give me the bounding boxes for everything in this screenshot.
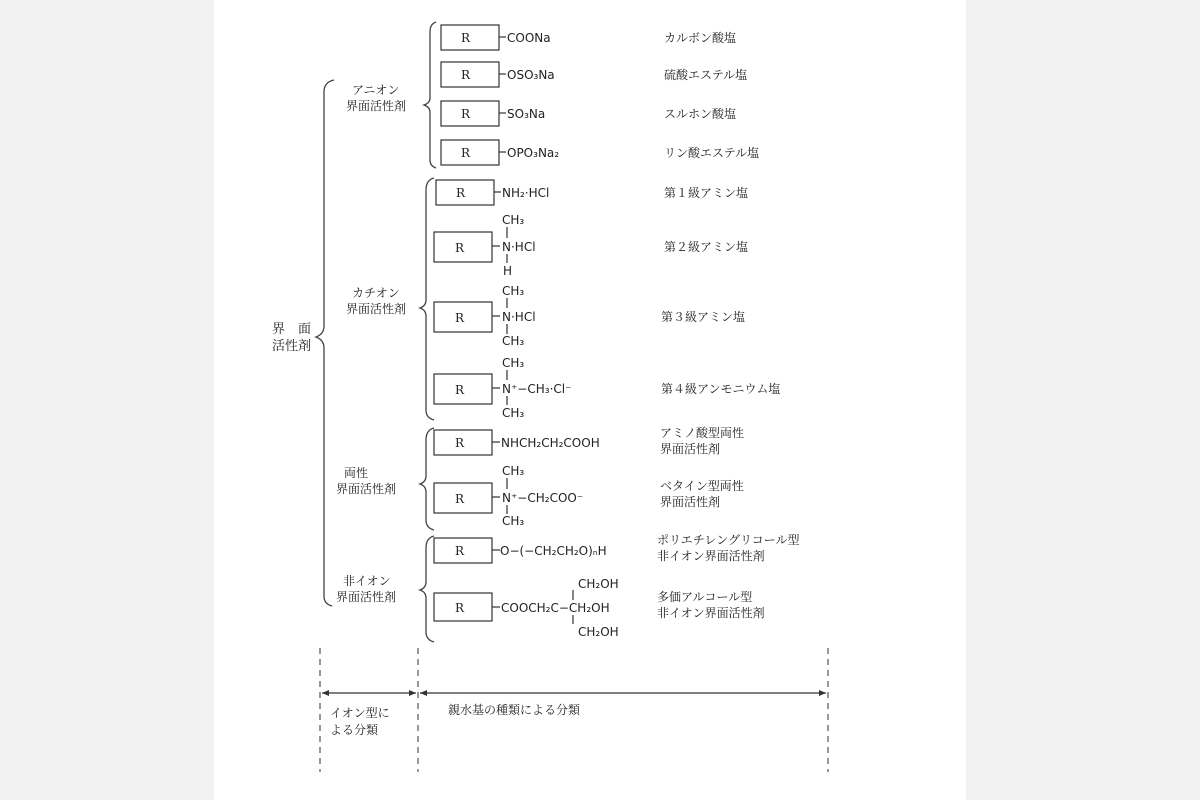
class-name: 第１級アミン塩 bbox=[664, 186, 749, 200]
class-name-line1: アミノ酸型両性 bbox=[660, 426, 745, 440]
r-label: R bbox=[461, 31, 471, 45]
substituent-below: CH₃ bbox=[502, 406, 525, 420]
r-label: R bbox=[455, 492, 465, 506]
group-amphoteric-line2: 界面活性剤 bbox=[336, 482, 397, 496]
formula: N⁺−CH₂COO⁻ bbox=[502, 491, 584, 505]
class-name: リン酸エステル塩 bbox=[664, 146, 760, 160]
class-name: スルホン酸塩 bbox=[664, 107, 737, 121]
group-nonion-line1: 非イオン bbox=[343, 574, 391, 588]
formula: OPO₃Na₂ bbox=[507, 146, 560, 160]
group-amphoteric-line1: 両性 bbox=[344, 466, 369, 480]
formula: NHCH₂CH₂COOH bbox=[501, 436, 600, 450]
formula: NH₂·HCl bbox=[502, 186, 550, 200]
footer-right: 親水基の種類による分類 bbox=[448, 703, 581, 717]
group-anion-line2: 界面活性剤 bbox=[346, 99, 407, 113]
formula: SO₃Na bbox=[507, 107, 546, 121]
formula: O−(−CH₂CH₂O)ₙH bbox=[500, 544, 607, 558]
main-category-line2: 活性剤 bbox=[272, 339, 312, 354]
r-label: R bbox=[455, 601, 465, 615]
r-label: R bbox=[455, 241, 465, 255]
group-cation-line1: カチオン bbox=[352, 286, 400, 300]
r-label: R bbox=[455, 544, 465, 558]
class-name-line1: ポリエチレングリコール型 bbox=[657, 533, 800, 547]
r-label: R bbox=[456, 186, 466, 200]
r-label: R bbox=[455, 436, 465, 450]
substituent-below: CH₃ bbox=[502, 334, 525, 348]
class-name-line2: 界面活性剤 bbox=[660, 442, 721, 456]
footer-left-line1: イオン型に bbox=[330, 706, 390, 720]
paper bbox=[214, 0, 966, 800]
class-name-line1: ベタイン型両性 bbox=[660, 479, 744, 493]
formula: N·HCl bbox=[502, 310, 536, 324]
substituent-above: CH₃ bbox=[502, 464, 525, 478]
group-cation-line2: 界面活性剤 bbox=[346, 302, 407, 316]
formula: N⁺−CH₃·Cl⁻ bbox=[502, 382, 572, 396]
r-label: R bbox=[455, 311, 465, 325]
substituent-above: CH₃ bbox=[502, 213, 525, 227]
formula: N·HCl bbox=[502, 240, 536, 254]
class-name-line1: 多価アルコール型 bbox=[657, 590, 753, 604]
r-label: R bbox=[455, 383, 465, 397]
substituent-below: CH₃ bbox=[502, 514, 525, 528]
substituent-below: H bbox=[503, 264, 513, 278]
group-anion-line1: アニオン bbox=[352, 83, 400, 97]
substituent-below: CH₂OH bbox=[578, 625, 619, 639]
main-category-line1: 界 面 bbox=[272, 322, 312, 337]
substituent-above: CH₂OH bbox=[578, 577, 619, 591]
class-name-line2: 界面活性剤 bbox=[660, 495, 721, 509]
class-name-line2: 非イオン界面活性剤 bbox=[657, 549, 765, 563]
r-label: R bbox=[461, 146, 471, 160]
r-label: R bbox=[461, 68, 471, 82]
class-name: 硫酸エステル塩 bbox=[664, 68, 748, 82]
substituent-above: CH₃ bbox=[502, 356, 525, 370]
class-name-line2: 非イオン界面活性剤 bbox=[657, 606, 765, 620]
r-label: R bbox=[461, 107, 471, 121]
group-nonion-line2: 界面活性剤 bbox=[336, 590, 397, 604]
class-name: 第４級アンモニウム塩 bbox=[661, 382, 781, 396]
substituent-above: CH₃ bbox=[502, 284, 525, 298]
class-name: カルボン酸塩 bbox=[664, 31, 737, 45]
class-name: 第２級アミン塩 bbox=[664, 240, 749, 254]
formula: COOCH₂C−CH₂OH bbox=[501, 601, 610, 615]
formula: OSO₃Na bbox=[507, 68, 555, 82]
footer-left-line2: よる分類 bbox=[330, 723, 379, 737]
formula: COONa bbox=[507, 31, 551, 45]
class-name: 第３級アミン塩 bbox=[661, 310, 746, 324]
